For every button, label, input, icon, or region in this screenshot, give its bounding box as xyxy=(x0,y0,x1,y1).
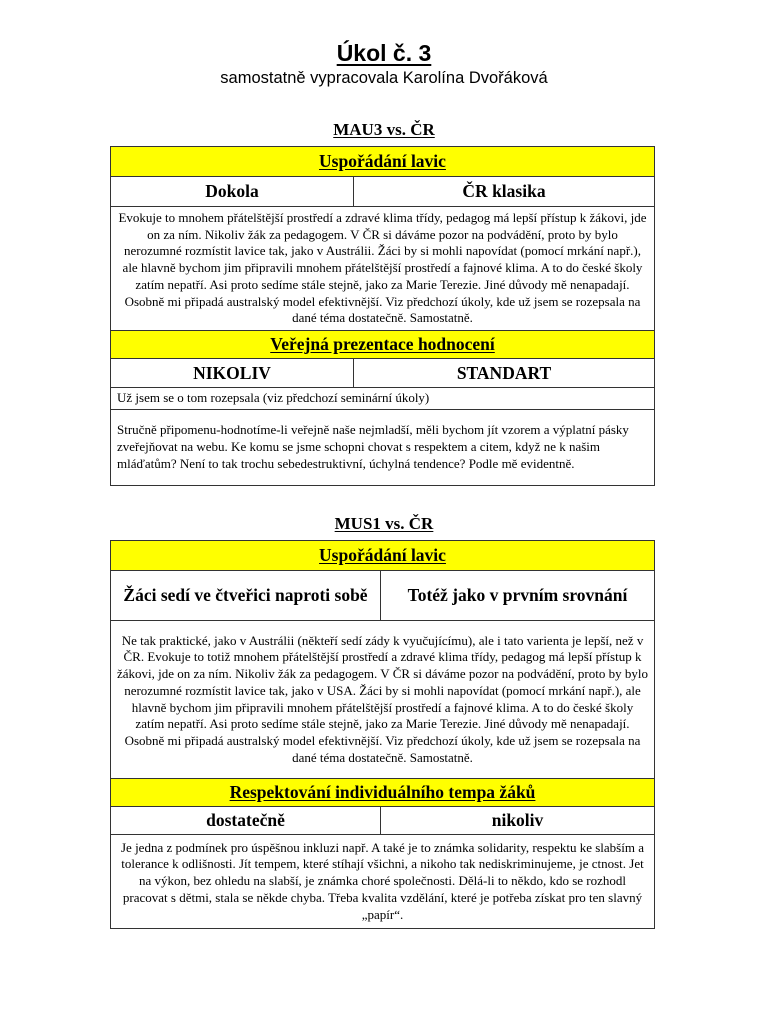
topic-body-text: Je jedna z podmínek pro úspěšnou inkluzi např. A také je to známka solidarity, respektu ke slabším a tolerance k odlišnosti. Jít tempem, které stíhají všichni, a nikoho tak nediskriminujeme, je ctnost. Jet na výkon, bez ohledu na slabší, je známka choré společnosti. Dělá-li to někdo, kdo se rozhodl pracovat s dětmi, stala se někde chyba. Třeba kvalita vzdělání, které je potřeba získat pro ten slavný „papír“. xyxy=(111,835,655,929)
column-right-label: Totéž jako v prvním srovnání xyxy=(381,571,655,621)
column-header-row xyxy=(111,177,655,207)
column-left-label: dostatečně xyxy=(111,807,381,835)
topic-header-row xyxy=(111,331,655,359)
comparison-table-mau3 xyxy=(110,146,655,486)
column-left-label: NIKOLIV xyxy=(111,359,354,388)
topic-body-text: Ne tak praktické, jako v Austrálii (někteří sedí zády k vyučujícímu), ale i tato varienta je lepší, než v ČR. Evokuje to totiž mnohem přátelštější prostředí a zdravé klima třídy, pedagog má lepší přístup k žákovi, jde on za ním. Nikoliv žák za pedagogem. V ČR si dáváme pozor na podvádění, proto by bylo nerozumné rozmístit lavice tak, jako v USA. Žáci by si mohli napovídat (pomocí mrkání např.), ale hlavně bychom jim připravili mnohem přátelštější prostředí a fajnové klima. A to do české školy zatím nepatří. Asi proto sedíme stále stejně, jako za Marie Terezie. Jiné důvody mě nenapadají. Osobně mi připadá australský model efektivnější. Viz předchozí úkoly, kde už jsem se rozepsala na dané téma dostatečně. Samostatně. xyxy=(111,621,655,779)
topic-body-row xyxy=(111,835,655,929)
topic-body-row xyxy=(111,621,655,779)
column-left-label: Dokola xyxy=(111,177,354,207)
column-header-row xyxy=(111,571,655,621)
column-header-row xyxy=(111,359,655,388)
topic-header-row xyxy=(111,779,655,807)
topic-body-text: Už jsem se o tom rozepsala (viz předchozí seminární úkoly) xyxy=(111,388,655,410)
topic-body-text: Evokuje to mnohem přátelštější prostředí a zdravé klima třídy, pedagog má lepší přístup k žákovi, jde on za ním. Nikoliv žák za pedagogem. V ČR si dáváme pozor na podvádění, proto by bylo nerozumné rozmístit lavice tak, jako v Austrálii. Žáci by si mohli napovídat (pomocí mrkání např.), ale hlavně bychom jim připravili mnohem přátelštější prostředí a fajnové klima. A to do české školy zatím nepatří. Asi proto sedíme stále stejně, jako za Marie Terezie. Jiné důvody mě nenapadají. Osobně mi připadá australský model efektivnější. Viz předchozí úkoly, kde už jsem se rozepsala na dané téma dostatečně. Samostatně. xyxy=(111,207,655,331)
column-right-label: STANDART xyxy=(354,359,655,388)
topic-body-row xyxy=(111,409,655,485)
document-subtitle: samostatně vypracovala Karolína Dvořáková xyxy=(220,69,548,87)
column-right-label: nikoliv xyxy=(381,807,655,835)
column-header-row xyxy=(111,807,655,835)
topic-title-individual-pace: Respektování individuálního tempa žáků xyxy=(111,779,655,807)
topic-header-row xyxy=(111,147,655,177)
topic-body-row xyxy=(111,207,655,331)
topic-body-text: Stručně připomenu-hodnotíme-li veřejně naše nejmladší, měli bychom jít vzorem a výplatní pásky zveřejňovat na webu. Ke komu se jsme schopni chovat s respektem a citem, když ne k našim mláďatům? Není to tak trochu sebedestruktivní, úchylná tendence? Podle mě evidentně. xyxy=(111,409,655,485)
comparison-table-mus1 xyxy=(110,540,655,929)
topic-title-seating: Uspořádání lavic xyxy=(111,541,655,571)
topic-title-seating: Uspořádání lavic xyxy=(111,147,655,177)
section-heading-mus1: MUS1 vs. ČR xyxy=(334,514,434,533)
column-right-label: ČR klasika xyxy=(354,177,655,207)
topic-title-public-evaluation: Veřejná prezentace hodnocení xyxy=(111,331,655,359)
topic-body-row xyxy=(111,388,655,410)
document-title: Úkol č. 3 xyxy=(336,40,432,66)
section-heading-mau3: MAU3 vs. ČR xyxy=(333,120,435,139)
topic-header-row xyxy=(111,541,655,571)
column-left-label: Žáci sedí ve čtveřici naproti sobě xyxy=(111,571,381,621)
